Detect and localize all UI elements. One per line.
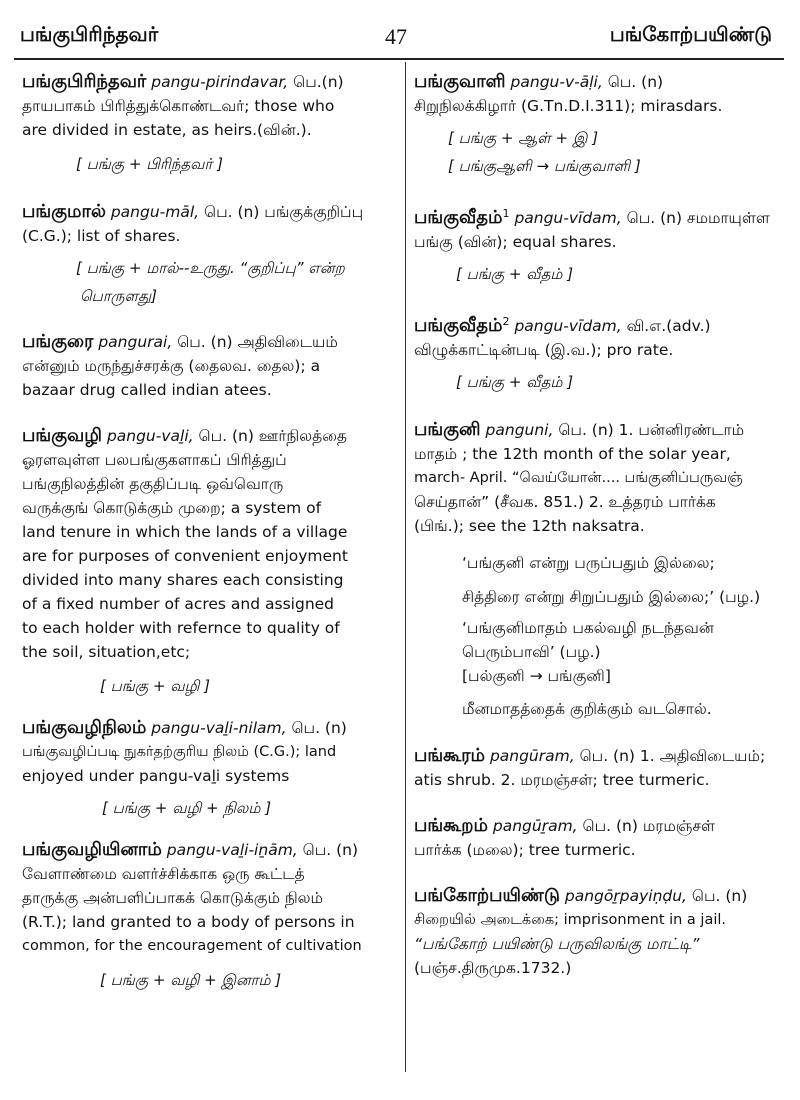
note-line: மீனமாதத்தைக் குறிக்கும் வடசொல். bbox=[462, 700, 712, 719]
proverb-line: பெரும்பாவி’ (பழ.) bbox=[462, 643, 601, 662]
definition-line: வருக்குங் கொடுக்கும் முறை; a system of bbox=[22, 499, 322, 517]
grammar-label: பெ. (n) bbox=[297, 841, 359, 859]
etymology: [ பங்கு + வீதம் ] bbox=[456, 373, 574, 392]
left-column bbox=[22, 70, 394, 1008]
dictionary-entry bbox=[22, 200, 394, 310]
transliteration: pangu-vīdam, bbox=[514, 317, 622, 336]
transliteration: pangu-pirindavar, bbox=[151, 73, 289, 91]
quotation: “பங்கோற் பயிண்டு பருவிலங்கு மாட்டி” bbox=[414, 935, 700, 954]
grammar-label: பெ. (n) 1. பன்னிரண்டாம் bbox=[553, 421, 745, 440]
headword: பங்குனி bbox=[414, 419, 481, 441]
definition-line: (R.T.); land granted to a body of persons in bbox=[22, 913, 355, 931]
etymology: [ பங்கு + வழி + இனாம் ] bbox=[100, 971, 282, 989]
transliteration: pangu-vīdam, bbox=[514, 209, 622, 228]
transliteration: pangūṟam, bbox=[492, 817, 578, 836]
homonym-number: 1 bbox=[502, 207, 510, 220]
definition-line: வேளாண்மை வளர்ச்சிக்காக ஒரு கூட்டத் bbox=[22, 865, 305, 883]
header-rule bbox=[14, 58, 784, 60]
definition-line: தாயபாகம் பிரித்துக்கொண்டவர்; those who bbox=[22, 97, 335, 115]
headword: பங்குவழி bbox=[22, 425, 102, 446]
dictionary-entry bbox=[414, 70, 784, 180]
dictionary-entry bbox=[414, 202, 784, 288]
grammar-label: பெ.(n) bbox=[288, 73, 344, 91]
dictionary-entry bbox=[414, 814, 784, 862]
etymology: [ பங்கு + வழி + நிலம் ] bbox=[102, 799, 272, 817]
definition-line: the soil, situation,etc; bbox=[22, 643, 191, 661]
transliteration: pangu-vaḻi, bbox=[106, 427, 194, 445]
etymology: [ பங்கு + பிரிந்தவர் ] bbox=[76, 155, 223, 173]
headword: பங்கோற்பயிண்டு bbox=[414, 885, 560, 907]
definition-line: (C.G.); list of shares. bbox=[22, 227, 181, 245]
definition-line: பங்குவழிப்படி நுகர்தற்குரிய நிலம் (C.G.); land bbox=[22, 744, 337, 760]
etymology: பொருளது] bbox=[80, 287, 157, 305]
grammar-label: பெ. (n) bbox=[286, 719, 347, 737]
transliteration: pangōṟpayiṇḍu, bbox=[564, 887, 687, 906]
grammar-label: பெ. (n) bbox=[686, 887, 748, 906]
dictionary-entry bbox=[22, 838, 394, 994]
definition-line: (பிங்.); see the 12th naksatra. bbox=[414, 517, 645, 536]
proverb-line: ‘பங்குனி என்று பருப்பதும் இல்லை; bbox=[462, 554, 715, 573]
definition-line: பங்குநிலத்தின் தகுதிப்படி ஒவ்வொரு bbox=[22, 475, 284, 493]
definition-line: விழுக்காட்டின்படி (இ.வ.); pro rate. bbox=[414, 341, 674, 360]
etymology: [ பங்குஆளி → பங்குவாளி ] bbox=[448, 157, 641, 175]
headword: பங்குபிரிந்தவர் bbox=[22, 71, 147, 92]
definition-line: are for purposes of convenient enjoyment bbox=[22, 547, 348, 565]
definition-line: ஓரளவுள்ள பலபங்குகளாகப் பிரித்துப் bbox=[22, 451, 287, 469]
grammar-label: வி.எ.(adv.) bbox=[621, 317, 711, 336]
headword: பங்குவாளி bbox=[414, 71, 506, 92]
definition-line: மாதம் ; the 12th month of the solar year, bbox=[414, 445, 731, 464]
definition-line: atis shrub. 2. மரமஞ்சள்; tree turmeric. bbox=[414, 771, 710, 790]
citation: (பஞ்ச.திருமுக.1732.) bbox=[414, 959, 572, 978]
headword: பங்குரை bbox=[22, 331, 94, 352]
page-number: 47 bbox=[385, 24, 407, 49]
headword: பங்கூரம் bbox=[414, 745, 485, 767]
transliteration: panguni, bbox=[485, 421, 554, 440]
proverb-line: ‘பங்குனிமாதம் பகல்வழி நடந்தவன் bbox=[462, 619, 714, 638]
etymology: [பல்குனி → பங்குனி] bbox=[462, 667, 611, 686]
etymology: [ பங்கு + ஆள் + இ ] bbox=[448, 129, 599, 147]
header-left-guideword: பங்குபிரிந்தவர் bbox=[20, 22, 159, 46]
transliteration: pangu-māl, bbox=[110, 203, 200, 221]
column-divider bbox=[405, 62, 406, 1072]
headword: பங்கூறம் bbox=[414, 815, 488, 837]
transliteration: pangu-vaḻi-nilam, bbox=[151, 719, 287, 737]
dictionary-entry bbox=[414, 884, 784, 980]
transliteration: pangu-vaḻi-iṉām, bbox=[166, 841, 298, 859]
headword: பங்குவீதம் bbox=[414, 207, 503, 229]
definition-line: march- April. “வெய்யோன்.... பங்குனிப்பருவஞ் bbox=[414, 470, 743, 487]
definition-line: bazaar drug called indian atees. bbox=[22, 381, 272, 399]
etymology: [ பங்கு + வீதம் ] bbox=[456, 265, 574, 284]
definition-line: of a fixed number of acres and assigned bbox=[22, 595, 335, 613]
dictionary-entry bbox=[22, 330, 394, 402]
definition-line: divided into many shares each consisting bbox=[22, 571, 344, 589]
definition-line: enjoyed under pangu-vaḻi systems bbox=[22, 767, 290, 785]
etymology: [ பங்கு + மால்--உருது. “குறிப்பு” என்ற bbox=[76, 259, 345, 277]
headword: பங்குவீதம் bbox=[414, 315, 503, 337]
headword: பங்குவழிநிலம் bbox=[22, 717, 147, 738]
homonym-number: 2 bbox=[502, 315, 510, 329]
headword: பங்குவழியினாம் bbox=[22, 839, 162, 860]
grammar-label: பெ. (n) 1. அதிவிடையம்; bbox=[574, 747, 766, 766]
definition-line: என்னும் மருந்துச்சரக்கு (தைலவ. தைல); a bbox=[22, 357, 321, 375]
transliteration: pangu-v-āḷi, bbox=[510, 73, 603, 91]
grammar-label: பெ. (n) அதிவிடையம் bbox=[172, 333, 338, 351]
dictionary-entry bbox=[414, 418, 784, 724]
definition-line: common, for the encouragement of cultivation bbox=[22, 938, 362, 954]
dictionary-entry bbox=[414, 310, 784, 396]
proverb-line: சித்திரை என்று சிறுப்பதும் இல்லை;’ (பழ.) bbox=[462, 588, 761, 607]
etymology: [ பங்கு + வழி ] bbox=[100, 677, 211, 695]
definition-line: தாருக்கு அன்பளிப்பாகக் கொடுக்கும் நிலம் bbox=[22, 889, 324, 907]
grammar-label: பெ. (n) ஊர்நிலத்தை bbox=[193, 427, 347, 445]
definition-line: பங்கு (வின்); equal shares. bbox=[414, 233, 617, 252]
page-header bbox=[0, 10, 800, 50]
definition-line: to each holder with refernce to quality of bbox=[22, 619, 340, 637]
definition-line: பார்க்க (மலை); tree turmeric. bbox=[414, 841, 636, 860]
dictionary-entry bbox=[22, 70, 394, 178]
definition-line: சிறையில் அடைக்கை; imprisonment in a jail. bbox=[414, 912, 727, 929]
right-column bbox=[414, 70, 784, 994]
definition-line: land tenure in which the lands of a village bbox=[22, 523, 348, 541]
header-right-guideword: பங்கோற்பயிண்டு bbox=[609, 22, 772, 46]
dictionary-entry bbox=[22, 716, 394, 822]
transliteration: pangūram, bbox=[489, 747, 575, 766]
transliteration: pangurai, bbox=[98, 333, 173, 351]
definition-line: are divided in estate, as heirs.(வின்.). bbox=[22, 121, 312, 139]
grammar-label: பெ. (n) மரமஞ்சள் bbox=[577, 817, 716, 836]
grammar-label: பெ. (n) bbox=[602, 73, 664, 91]
grammar-label: பெ. (n) பங்குக்குறிப்பு bbox=[199, 203, 364, 221]
headword: பங்குமால் bbox=[22, 201, 106, 222]
dictionary-entry bbox=[22, 424, 394, 700]
grammar-label: பெ. (n) சமமாயுள்ள bbox=[621, 209, 770, 228]
definition-line: செய்தான்” (சீவக. 851.) 2. உத்தரம் பார்க்க bbox=[414, 493, 716, 512]
dictionary-entry bbox=[414, 744, 784, 792]
definition-line: சிறுநிலக்கிழார் (G.Tn.D.I.311); mirasdars. bbox=[414, 97, 723, 115]
